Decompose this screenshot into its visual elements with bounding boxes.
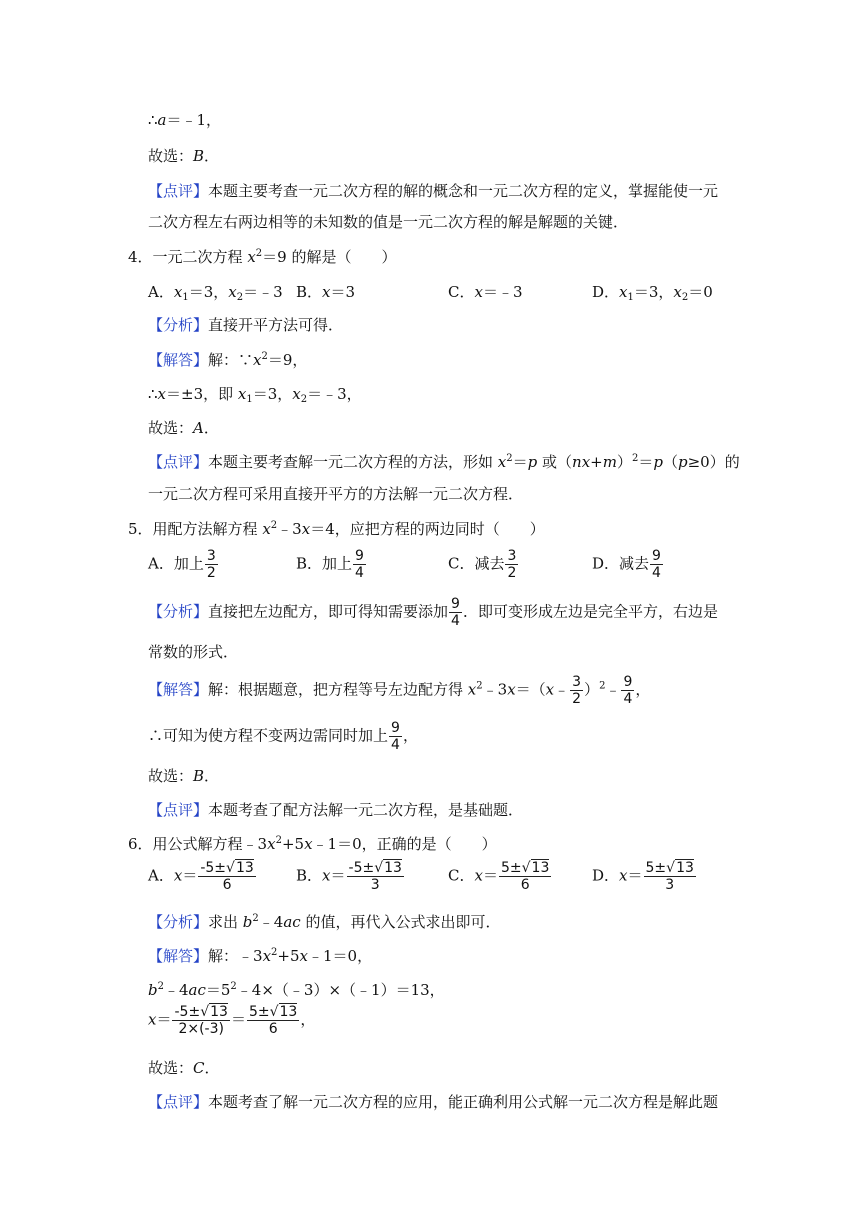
q5-option-b[interactable]: B．加上 $\frac{9}{4}$ (296, 548, 364, 581)
q6-discriminant: $b^2﹣4ac=5^2﹣4\times(﹣3)\times(﹣1)=13$， (148, 981, 445, 999)
q5-comment: 【点评】本题考查了配方法解一元二次方程，是基础题． (148, 801, 524, 819)
q5-solution-step: ∴可知为使方程不变两边需同时加上 $\frac{9}{4}$ ， (148, 720, 418, 753)
prev-answer: 故选：B． (148, 147, 220, 165)
q5-options (148, 548, 848, 588)
prev-comment-line2: 二次方程左右两边相等的未知数的值是一元二次方程的解是解题的关键． (148, 213, 629, 231)
q5-option-d[interactable]: D．减去 $\frac{9}{4}$ (592, 548, 661, 581)
q4-solution-step: ∴x＝±3，即 $x_1=3$，$x_2=﹣3$， (148, 385, 362, 405)
q6-formula-result: x＝ $\frac{-5\pm√13}{2\times(-3)}$ ＝ $\frac{5\pm√13}{6}$ ， (148, 1004, 316, 1037)
q4-options (148, 282, 848, 304)
q6-answer: 故选：C． (148, 1059, 220, 1077)
q6-option-d[interactable]: D．x＝ $\frac{5\pm√13}{3}$ (592, 860, 694, 893)
q5-analysis-line1: 【分析】直接把左边配方，即可得知需要添加 $\frac{9}{4}$ ．即可变形成左边是完全平方，右边是 (148, 596, 718, 629)
comment-tag: 【点评】 (148, 182, 209, 200)
q4-stem: 4．一元二次方程 $x^2=9$ 的解是（ ） (128, 248, 397, 266)
prev-conclusion: ∴a＝﹣1， (148, 111, 222, 129)
q4-option-d[interactable]: D．$x_1=3$，$x_2=0$ (592, 283, 713, 303)
q4-comment-line1: 【点评】本题主要考查解一元二次方程的方法，形如 $x^2=p$ 或$(nx+m)^2=p(p\ge 0)$的 (148, 453, 740, 471)
q5-stem: 5．用配方法解方程 $x^2﹣3x=4$，应把方程的两边同时（ ） (128, 520, 545, 538)
q6-option-a[interactable]: A．x＝ $\frac{-5\pm√13}{6}$ (148, 860, 254, 893)
q6-option-b[interactable]: B．x＝ $\frac{-5\pm√13}{3}$ (296, 860, 402, 893)
q4-option-b[interactable]: B．x＝3 (296, 283, 356, 301)
q6-analysis: 【分析】求出 $b^2﹣4ac$ 的值，再代入公式求出即可． (148, 913, 501, 931)
q4-comment-line2: 一元二次方程可采用直接开平方的方法解一元二次方程． (148, 485, 524, 503)
q5-option-a[interactable]: A．加上 $\frac{3}{2}$ (148, 548, 216, 581)
q6-comment: 【点评】本题考查了解一元二次方程的应用，能正确利用公式解一元二次方程是解此题 (148, 1093, 719, 1111)
q5-answer: 故选：B． (148, 767, 220, 785)
q6-stem: 6．用公式解方程$﹣3x^2+5x﹣1=0$，正确的是（ ） (128, 835, 497, 853)
q6-option-c[interactable]: C．x＝ $\frac{5\pm√13}{6}$ (448, 860, 550, 893)
q4-answer: 故选：A． (148, 419, 219, 437)
q4-analysis: 【分析】直接开平方法可得． (148, 316, 344, 334)
q5-analysis-line2: 常数的形式． (148, 643, 239, 661)
q5-option-c[interactable]: C．减去 $\frac{3}{2}$ (448, 548, 517, 581)
q6-solution: 【解答】解：$﹣3x^2+5x﹣1=0$， (148, 947, 373, 965)
q6-options (148, 860, 848, 902)
prev-comment-line1: 【点评】本题主要考查一元二次方程的解的概念和一元二次方程的定义，掌握能使一元 (148, 182, 719, 200)
q4-solution: 【解答】解：$\because x^2=9$， (148, 351, 308, 369)
q4-option-a[interactable]: A．$x_1=3$，$x_2=﹣3$ (148, 283, 283, 303)
q5-solution: 【解答】解：根据题意，把方程等号左边配方得 $x^2﹣3x=(x﹣$ $\frac{3}{2}$ ）$^2$﹣ $\frac{9}{4}$ ， (148, 674, 651, 707)
q4-option-c[interactable]: C．x＝﹣3 (448, 283, 523, 301)
